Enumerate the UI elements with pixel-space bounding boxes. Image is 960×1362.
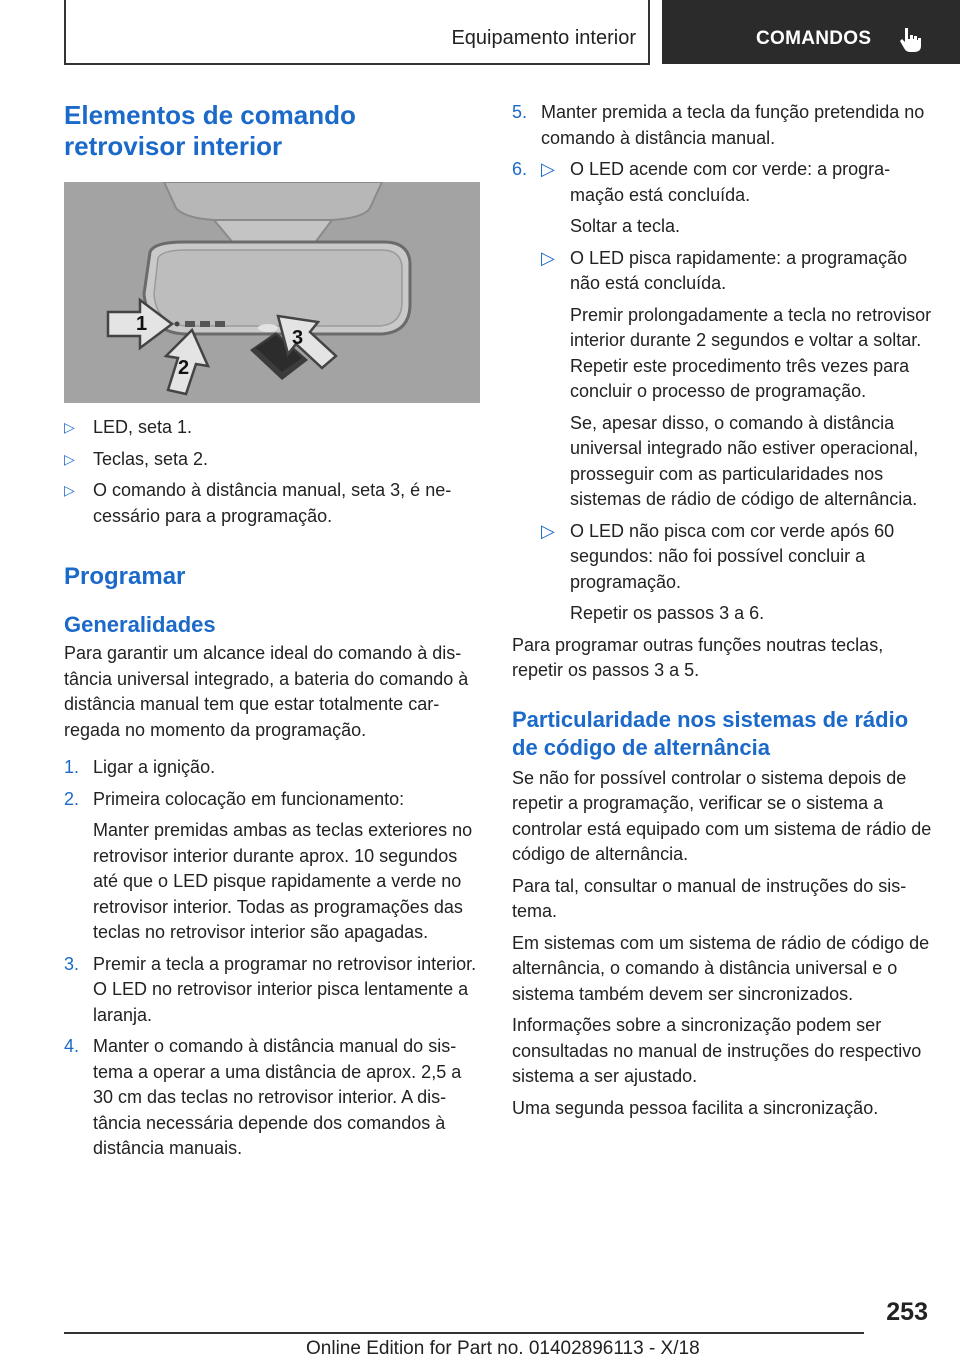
rearview-mirror-illustration (64, 182, 480, 403)
paragraph: Se não for possível controlar o sistema depois de repetir a programação, verificar se o sistema a controlar está equipado com um sistema de rádio de código de alternância. (512, 767, 932, 864)
list-item: 2. Primeira colocação em funcionamento: Manter premidas ambas as teclas exteriores no retrovisor interior durante aprox. 10 segundos até que o LED pisque rapidamente a verde no retrovisor interior. Todas as programações das teclas no retrovisor interior são apagadas. (64, 787, 482, 946)
chapter-tab (662, 0, 960, 64)
list-item: ▷ O LED acende com cor verde: a programação está concluída. Soltar a tecla. (541, 157, 932, 240)
list-item: ▷ LED, seta 1. (64, 415, 482, 441)
after-steps-paragraph: Para programar outras funções noutras teclas, repetir os passos 3 a 5. (512, 634, 884, 680)
callout-2: 2 (178, 357, 190, 379)
list-item: 3. Premir a tecla a programar no retrovisor interior. O LED no retrovisor interior pisca lentamente a laranja. (64, 953, 477, 1025)
subsection-heading-generalidades: Generalidades (64, 612, 216, 637)
list-item: ▷ O LED pisca rapidamente: a programação não está concluída. Premir prolongadamente a tecla no retrovisor interior durante 2 segundos e voltar a soltar. Repetir este procedimento três vezes para concluir o processo de programação. Se, apesar disso, o comando à distância universal integrado não estiver operacional, prosseguir com as particularidades nos sistemas de rádio de código de alternância. (541, 246, 932, 513)
list-item: 5. Manter premida a tecla da função pretendida no comando à distância manual. (512, 102, 925, 148)
page-header (0, 0, 960, 66)
list-item: 1. Ligar a ignição. (64, 755, 482, 781)
step-detail: Manter premidas ambas as teclas exteriores no retrovisor interior durante aprox. 10 segundos até que o LED pisque rapidamente a verde no retrovisor interior. Todas as programações das teclas no retrovisor interior são apagadas. (93, 820, 473, 942)
pointing-hand-icon (898, 26, 924, 54)
step-detail: Se, apesar disso, o comando à distância universal integrado não estiver operacional, prosseguir com as particularidades nos sistemas de rádio de código de alternância. (570, 412, 919, 509)
header-rule-mid (648, 0, 650, 64)
section-title: Equipamento interior (451, 27, 636, 49)
rearview-mirror-figure (64, 182, 480, 403)
footer-rule (64, 1332, 864, 1334)
list-item: 4. Manter o comando à distância manual do sistema a operar a uma distância de aprox. 2,5 a 30 cm das teclas no retrovisor interior. A distância necessária depende dos comandos à distância manuais. (64, 1036, 462, 1158)
list-item (512, 157, 932, 627)
step-number: 2. (64, 788, 80, 809)
header-rule-left (64, 0, 66, 64)
step-number: 3. (64, 953, 80, 974)
edition-note: Online Edition for Part no. 01402896113 - X/18 (306, 1338, 700, 1359)
bullet-triangle-icon: ▷ (64, 419, 75, 435)
chapter-label: COMANDOS (756, 28, 872, 49)
callout-3: 3 (292, 327, 304, 349)
page-number: 253 (886, 1298, 928, 1326)
bullet-triangle-icon: ▷ (541, 247, 555, 268)
list-item: ▷ O LED não pisca com cor verde após 60 segundos: não foi possível concluir a programação. Repetir os passos 3 a 6. (541, 519, 932, 627)
paragraph: Uma segunda pessoa facilita a sincronização. (512, 1097, 879, 1118)
generalidades-paragraph: Para garantir um alcance ideal do comando à distância universal integrado, a bateria do comando à distância manual tem que estar totalmente carregada no momento da programação. (64, 643, 469, 740)
step-detail: Premir prolongadamente a tecla no retrovisor interior durante 2 segundos e voltar a soltar. Repetir este procedimento três vezes para concluir o processo de programação. (570, 304, 932, 401)
paragraph: Informações sobre a sincronização podem ser consultadas no manual de instruções do respectivo sistema a ser ajustado. (512, 1015, 922, 1086)
subsection-heading-particularidade: Particularidade nos sistemas de rádio de código de alternância (512, 706, 909, 760)
bullet-triangle-icon: ▷ (64, 482, 75, 498)
paragraph: Em sistemas com um sistema de rádio de código de alternância, o comando à distância universal e o sistema também devem ser sincronizados. (512, 932, 930, 1004)
step-number: 5. (512, 102, 528, 122)
step-number: 6. (512, 159, 528, 179)
section-heading-elementos: Elementos de comando retrovisor interior (64, 100, 356, 161)
step-detail: Repetir os passos 3 a 6. (570, 603, 765, 623)
section-heading-programar: Programar (64, 563, 186, 590)
callout-1: 1 (136, 313, 148, 335)
bullet-triangle-icon: ▷ (541, 159, 555, 179)
right-column (512, 100, 932, 1121)
left-column (64, 100, 482, 1162)
list-item: ▷ Teclas, seta 2. (64, 447, 482, 473)
paragraph: Para tal, consultar o manual de instruções do sistema. (512, 875, 907, 921)
step-number: 4. (64, 1036, 80, 1056)
programming-steps (64, 755, 482, 1162)
figure-legend (64, 415, 482, 529)
bullet-triangle-icon: ▷ (541, 520, 555, 541)
bullet-triangle-icon: ▷ (64, 450, 75, 467)
step-detail: Soltar a tecla. (570, 216, 681, 236)
step-number: 1. (64, 757, 80, 777)
list-item: ▷ O comando à distância manual, seta 3, é necessário para a programação. (64, 480, 452, 526)
header-rule-bottom (64, 63, 650, 65)
